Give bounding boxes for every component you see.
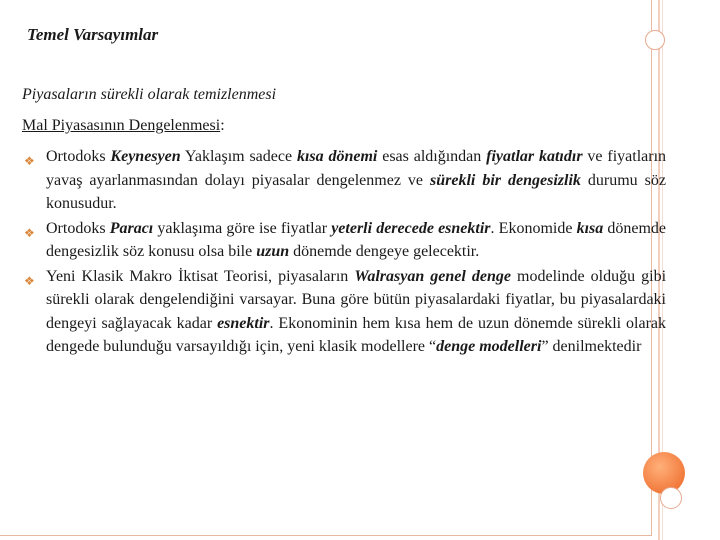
- text-run: yaklaşıma göre ise fiyatlar: [153, 219, 332, 237]
- emphasis-run: yeterli derecede esnektir: [331, 219, 491, 237]
- diamond-bullet-icon: ❖: [24, 154, 35, 168]
- text-run: Ortodoks: [46, 219, 110, 237]
- diamond-bullet-icon: ❖: [24, 225, 35, 240]
- bullet-item-paraci: [22, 217, 666, 264]
- text-run: durumu söz konusudur.: [46, 171, 666, 212]
- text-run: modelinde olduğu gibi sürekli olarak dengelendiğini varsayar. Buna göre bütün piyasalardaki fiyatlar, bu piyasalardaki dengeyi sağlayacak kadar: [46, 267, 667, 332]
- slide-title: Temel Varsayımlar: [27, 25, 159, 44]
- emphasis-run: uzun: [256, 243, 290, 260]
- section-heading: [22, 117, 225, 135]
- emphasis-run: Keynesyen: [110, 148, 181, 165]
- emphasis-run: esnektir: [217, 314, 270, 332]
- text-run: esas aldığından: [377, 148, 487, 165]
- text-run: . Ekonominin hem kısa hem de uzun dönemde sürekli olarak dengede bulunduğu varsayıldığı için, yeni klasik modellere “: [46, 314, 667, 355]
- decorative-orange-circle: [643, 452, 685, 494]
- decorative-circle-top: [645, 30, 665, 50]
- section-heading-colon: :: [220, 117, 225, 134]
- emphasis-run: sürekli bir dengesizlik: [430, 171, 581, 189]
- emphasis-run: Paracı: [109, 219, 154, 237]
- decorative-circle-bottom: [660, 487, 682, 509]
- slide-subtitle: Piyasaların sürekli olarak temizlenmesi: [22, 86, 277, 103]
- text-run: Yeni Klasik Makro İktisat Teorisi, piyasaların: [46, 267, 355, 285]
- text-run: Yaklaşım sadece: [180, 148, 297, 165]
- bullet-item-yeni-klasik: [22, 265, 666, 359]
- text-run: ” denilmektedir: [541, 338, 642, 355]
- section-heading-label: Mal Piyasasının Dengelenmesi: [22, 117, 221, 134]
- bullet-list: [22, 145, 666, 360]
- diamond-bullet-icon: ❖: [24, 273, 35, 288]
- text-run: Ortodoks: [46, 148, 111, 165]
- emphasis-run: denge modelleri: [436, 338, 542, 355]
- emphasis-run: kısa dönemi: [296, 148, 378, 165]
- bullet-item-keynesyen: [22, 145, 666, 216]
- emphasis-run: fiyatlar katıdır: [486, 148, 583, 165]
- text-run: . Ekonomide: [490, 219, 577, 237]
- emphasis-run: Walrasyan genel denge: [354, 267, 511, 285]
- text-run: dönemde dengesizlik söz konusu olsa bile: [46, 219, 667, 260]
- emphasis-run: kısa: [576, 219, 604, 237]
- text-run: ve fiyatların yavaş ayarlanmasından dolayı piyasalar dengelenmez ve: [46, 148, 667, 189]
- text-run: dönemde dengeye gelecektir.: [289, 243, 480, 260]
